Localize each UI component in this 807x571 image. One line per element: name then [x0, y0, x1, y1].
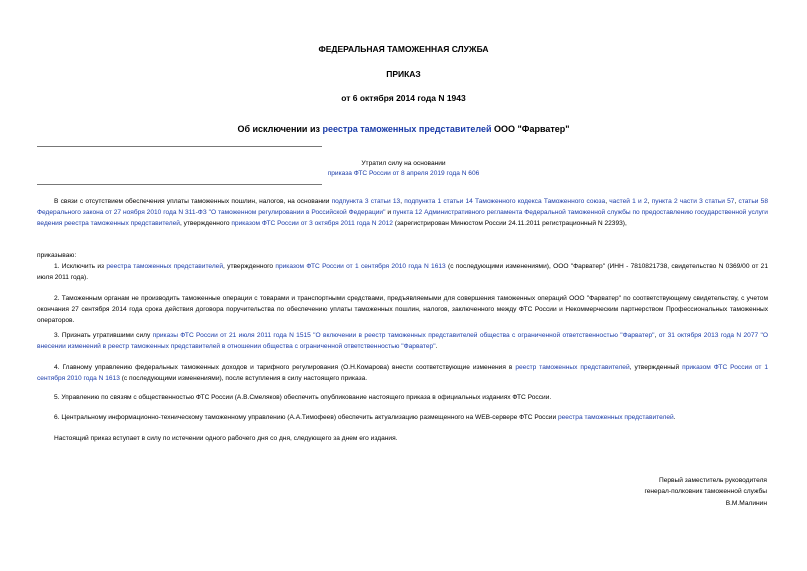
status-note-link[interactable]: приказа ФТС России от 8 апреля 2019 года N 606 — [327, 169, 480, 177]
preamble-link[interactable]: пункта 2 части 3 статьи 57 — [651, 198, 735, 205]
preamble-link[interactable]: подпункта 1 статьи 14 Таможенного кодекса Таможенного союза — [404, 198, 606, 205]
preamble-link[interactable]: подпункта 3 статьи 13 — [331, 198, 401, 205]
item-3 — [37, 331, 768, 353]
item-text: . — [435, 342, 438, 350]
preamble-text: В связи с отсутствием обеспечения уплаты таможенных пошлин, налогов, на основании — [54, 198, 332, 205]
item-link[interactable]: реестра таможенных представителей — [106, 263, 224, 270]
item-text: , утвержденный — [629, 364, 683, 371]
preamble-text: , — [647, 198, 652, 205]
preamble-link[interactable]: статьи 58 Федерального закона от 27 ноября 2010 года N 311-ФЗ "О таможенном регулировании в Российской Федерации" — [37, 198, 768, 216]
item-link[interactable]: приказы ФТС России от 21 июля 2011 года N 1515 "О включении в реестр таможенных представителей общества с ограниченной ответственностью "Фарватер" — [152, 332, 655, 339]
preamble-link[interactable]: пункта 12 Административного регламента Федеральной таможенной службы по предоставлению государственной услуги ведения реестра таможенных представителей — [37, 208, 768, 227]
status-note — [0, 159, 807, 178]
item-text: 3. Признать утратившими силу — [54, 332, 153, 339]
item-text: 6. Центральному информационно-техническому таможенному управлению (А.А.Тимофеев) обеспечить актуализацию размещенного на WEB-сервере ФТС России — [54, 414, 558, 421]
document-date-number: от 6 октября 2014 года N 1943 — [341, 93, 466, 103]
item-4 — [37, 363, 768, 385]
title-registry-link[interactable]: реестра таможенных представителей — [322, 124, 492, 134]
item-6 — [37, 413, 768, 424]
preamble-paragraph — [37, 197, 768, 229]
status-note-text: Утратил силу на основании — [361, 160, 446, 167]
order-word: приказываю: — [37, 252, 77, 259]
signature-position: Первый заместитель руководителя — [658, 477, 767, 484]
item-text: . — [673, 414, 676, 421]
item-text: (с последующими изменениями), ООО "Фарватер" (ИНН - 7810821738, свидетельство N 0369/00 от 21 июля 2011 года). — [37, 263, 768, 281]
item-link[interactable]: от 31 октября 2013 года N 2077 "О внесении изменений в реестр таможенных представителей в отношении общества с ограниченной ответственностью "Фарватер" — [37, 332, 768, 350]
document-title — [0, 124, 807, 134]
item-link[interactable]: приказом ФТС России от 1 сентября 2010 года N 1613 — [37, 364, 768, 382]
item-text: 4. Главному управлению федеральных таможенных доходов и тарифного регулирования (О.Н.Комарова) внести соответствующие изменения в — [54, 364, 516, 371]
preamble-text: и — [385, 208, 393, 216]
item-text: (с последующими изменениями), после вступления в силу настоящего приказа. — [119, 374, 368, 382]
divider-bottom — [37, 184, 322, 185]
preamble-text: (зарегистрирован Минюстом России 24.11.2011 регистрационный N 22393), — [392, 219, 627, 227]
closing-paragraph: Настоящий приказ вступает в силу по истечении одного рабочего дня со дня, следующего за днем его издания. — [54, 435, 398, 442]
item-2: 2. Таможенным органам не производить таможенные операции с товарами и транспортными средствами, предъявляемыми для совершения таможенных операций ООО "Фарватер" по соответствующему свидетельству, с учетом окончания 27 сентября 2014 года срока действия договора поручительства по обеспечению уплаты таможенных пошлин, налогов, заключенного между ФТС России и Некоммерческим партнерством Профессиональных таможенных операторов. — [37, 295, 768, 324]
title-text-post: ООО "Фарватер" — [491, 124, 570, 134]
preamble-link[interactable]: приказом ФТС России от 3 октября 2011 года N 2012 — [231, 219, 393, 227]
preamble-text: , утвержденного — [179, 219, 232, 227]
item-1 — [37, 262, 768, 284]
signature-block — [467, 475, 767, 509]
item-link[interactable]: реестра таможенных представителей — [557, 414, 674, 421]
divider-top — [37, 146, 322, 147]
item-5: 5. Управлению по связям с общественностью ФТС России (А.В.Смеляков) обеспечить опубликование настоящего приказа в официальных изданиях ФТС России. — [54, 394, 552, 401]
preamble-link[interactable]: частей 1 и 2 — [609, 198, 648, 205]
item-link[interactable]: приказом ФТС России от 1 сентября 2010 года N 1613 — [275, 263, 446, 270]
signature-rank: генерал-полковник таможенной службы — [644, 488, 767, 496]
preamble-text: , — [400, 198, 405, 205]
item-text: 1. Исключить из — [54, 263, 107, 270]
agency-name: ФЕДЕРАЛЬНАЯ ТАМОЖЕННАЯ СЛУЖБА — [318, 44, 489, 54]
signature-name: В.М.Малинин — [725, 499, 767, 507]
preamble-text: , — [605, 198, 610, 205]
item-text: , утвержденного — [223, 263, 276, 270]
item-link[interactable]: реестр таможенных представителей — [515, 364, 630, 371]
document-type: ПРИКАЗ — [386, 69, 421, 79]
title-text-pre: Об исключении из — [237, 124, 323, 134]
preamble-text: , — [734, 198, 739, 205]
item-text: , — [654, 332, 659, 339]
